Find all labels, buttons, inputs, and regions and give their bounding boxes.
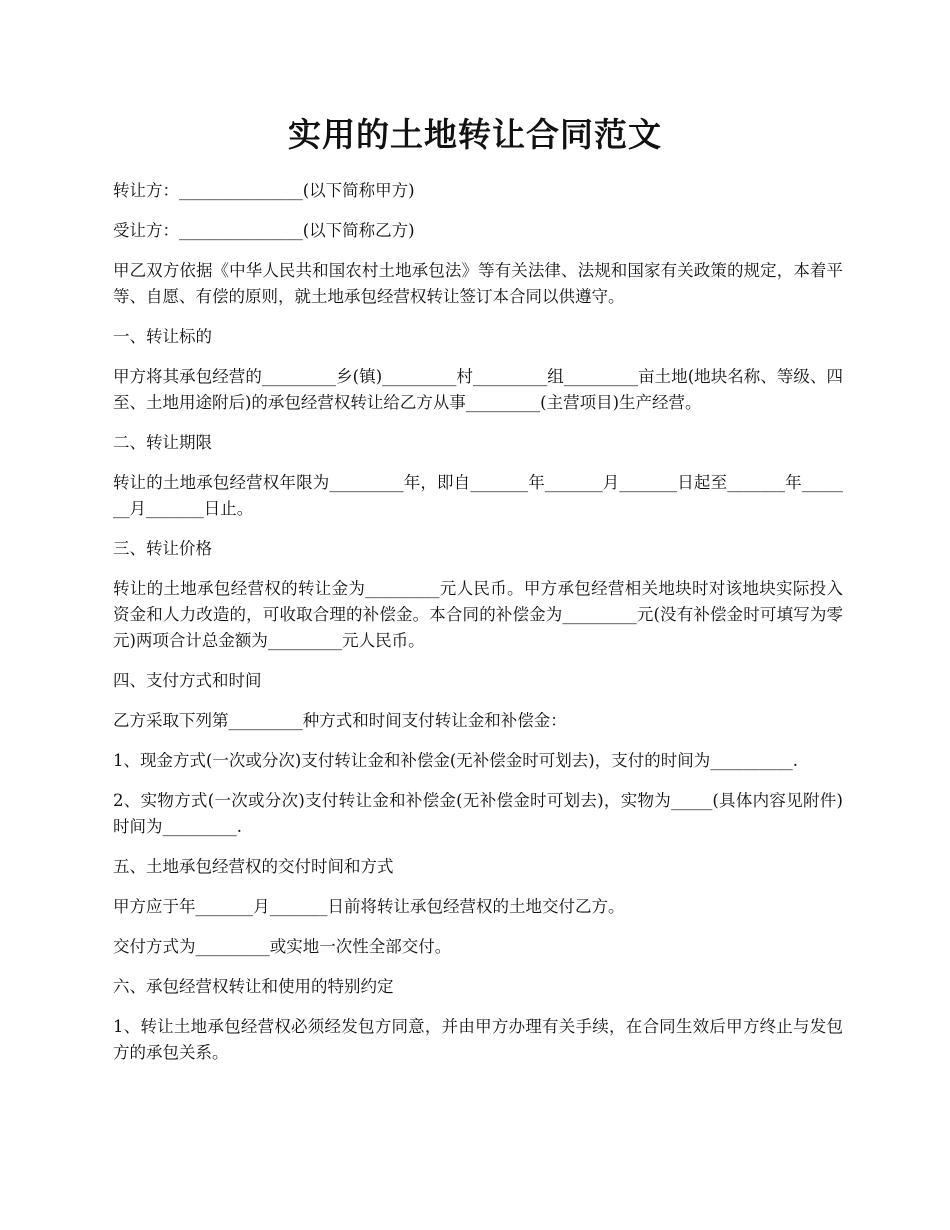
paragraph-delivery-time: 甲方应于年_______月_______日前将转让承包经营权的土地交付乙方。 <box>113 897 625 916</box>
paragraph-price: 转让的土地承包经营权的转让金为_________元人民币。甲方承包经营相关地块时对该地块实际投入资金和人力改造的，可收取合理的补偿金。本合同的补偿金为_________元(没有补偿金时可填写为零元)两项合计总金额为_________元人民币。 <box>113 579 843 650</box>
paragraph-delivery-method: 交付方式为_________或实地一次性全部交付。 <box>113 937 452 956</box>
section-heading-5: 五、土地承包经营权的交付时间和方式 <box>113 857 394 876</box>
section-heading-1: 一、转让标的 <box>113 327 212 346</box>
document-body <box>113 178 843 1080</box>
paragraph-term: 转让的土地承包经营权年限为_________年，即自_______年_______月_______日起至_______年_______月_______日止。 <box>113 473 843 518</box>
paragraph-subject: 甲方将其承包经营的_________乡(镇)_________村_________组_________亩土地(地块名称、等级、四至、土地用途附后)的承包经营权转让给乙方从事_________(主营项目)生产经营。 <box>113 367 843 412</box>
section-heading-4: 四、支付方式和时间 <box>113 671 262 690</box>
paragraph-payment-choice: 乙方采取下列第_________种方式和时间支付转让金和补偿金： <box>113 711 567 730</box>
section-heading-2: 二、转让期限 <box>113 433 212 452</box>
paragraph-payment-kind: 2、实物方式(一次或分次)支付转让金和补偿金(无补偿金时可划去)，实物为_____(具体内容见附件)时间为_________. <box>113 791 843 836</box>
paragraph-transferee: 受让方：_______________(以下简称乙方) <box>113 221 415 240</box>
paragraph-transferor: 转让方：_______________(以下简称甲方) <box>113 181 415 200</box>
paragraph-payment-cash: 1、现金方式(一次或分次)支付转让金和补偿金(无补偿金时可划去)，支付的时间为__________. <box>113 751 798 770</box>
section-heading-6: 六、承包经营权转让和使用的特别约定 <box>113 977 394 996</box>
paragraph-preamble: 甲乙双方依据《中华人民共和国农村土地承包法》等有关法律、法规和国家有关政策的规定，本着平等、自愿、有偿的原则，就土地承包经营权转让签订本合同以供遵守。 <box>113 261 843 306</box>
document-title: 实用的土地转让合同范文 <box>288 115 662 154</box>
paragraph-special-terms-1: 1、转让土地承包经营权必须经发包方同意，并由甲方办理有关手续，在合同生效后甲方终止与发包方的承包关系。 <box>113 1017 843 1062</box>
section-heading-3: 三、转让价格 <box>113 539 212 558</box>
